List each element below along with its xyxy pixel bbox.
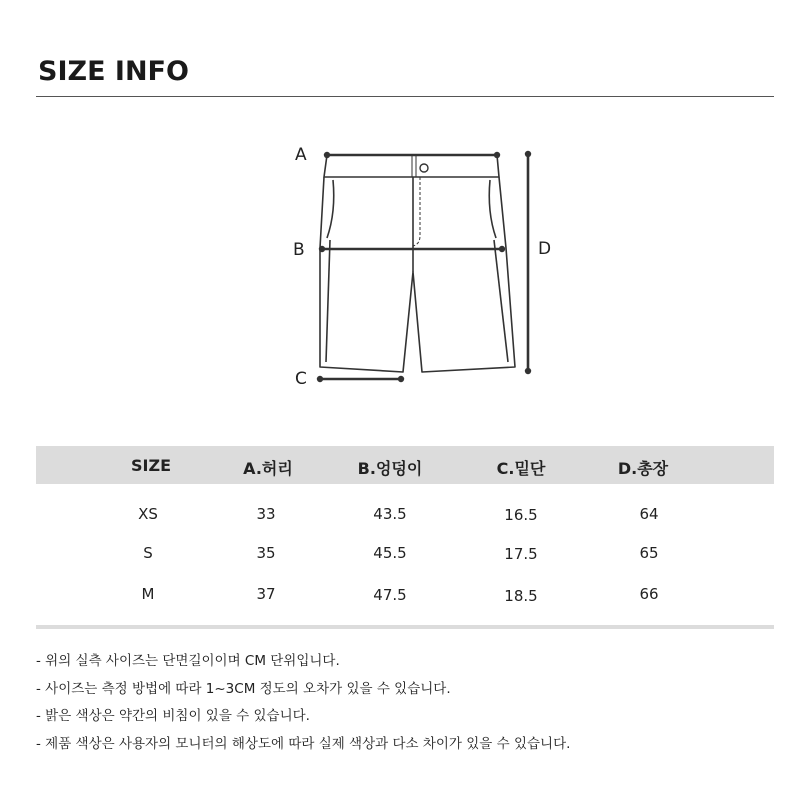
label-b: B xyxy=(293,240,305,260)
header-waist: A.허리 xyxy=(243,459,293,478)
cell-hem: 16.5 xyxy=(504,506,538,524)
header-size: SIZE xyxy=(130,456,171,475)
cell-length: 66 xyxy=(639,585,659,603)
cell-waist: 35 xyxy=(256,544,276,562)
cell-hip: 47.5 xyxy=(373,586,407,604)
notes-list xyxy=(36,648,570,758)
shorts-outline xyxy=(320,155,515,372)
cell-hem: 18.5 xyxy=(504,587,538,605)
belt-loop xyxy=(412,155,416,177)
label-c: C xyxy=(295,369,307,389)
note-item: - 밝은 색상은 약간의 비침이 있을 수 있습니다. xyxy=(36,708,310,724)
cell-size: XS xyxy=(138,505,158,523)
cell-hem: 17.5 xyxy=(504,545,538,563)
cell-size: M xyxy=(141,585,155,603)
header-hem: C.밑단 xyxy=(496,459,546,478)
note-item: - 위의 실측 사이즈는 단면길이이며 CM 단위입니다. xyxy=(36,653,340,669)
table-bottom-divider xyxy=(36,625,774,629)
label-d: D xyxy=(538,239,552,259)
cell-length: 65 xyxy=(639,544,659,562)
note-item: - 제품 색상은 사용자의 모니터의 해상도에 따라 실제 색상과 다소 차이가 있을 수 있습니다. xyxy=(36,735,571,752)
cell-length: 64 xyxy=(639,505,659,523)
cell-waist: 33 xyxy=(256,505,276,523)
header-length: D.총장 xyxy=(617,459,669,478)
cell-hip: 43.5 xyxy=(373,505,407,523)
label-a: A xyxy=(295,145,307,165)
cell-hip: 45.5 xyxy=(373,544,407,562)
note-item: - 사이즈는 측정 방법에 따라 1~3CM 정도의 오차가 있을 수 있습니다. xyxy=(36,680,451,697)
header-hip: B.엉덩이 xyxy=(357,459,423,478)
page-title: SIZE INFO xyxy=(38,56,189,87)
button-icon xyxy=(420,164,428,172)
cell-waist: 37 xyxy=(256,585,276,603)
cell-size: S xyxy=(143,544,153,562)
